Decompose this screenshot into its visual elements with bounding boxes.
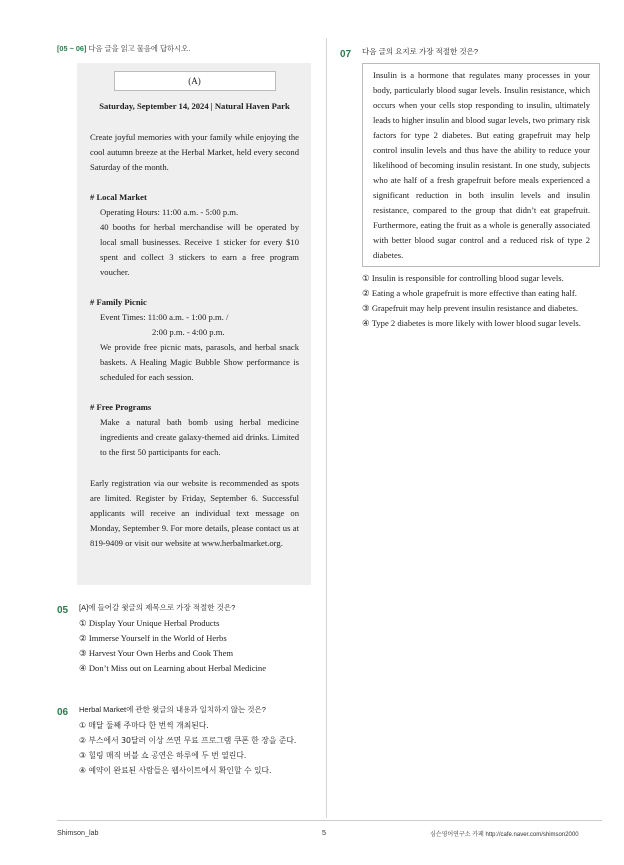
option-1[interactable]: ① 매달 둘째 주마다 한 번씩 개최된다. — [79, 721, 209, 730]
section-title: # Local Market — [90, 192, 147, 202]
picnic-description: We provide free picnic mats, parasols, and herbal snack baskets. A Healing Magic Bubble Show performance is scheduled for each session. — [100, 342, 299, 382]
section-body — [90, 310, 299, 385]
section-title: # Family Picnic — [90, 297, 147, 307]
option-2[interactable]: ② 부스에서 30달러 이상 쓰면 무료 프로그램 쿠폰 한 장을 준다. — [79, 736, 297, 745]
option-4[interactable]: ④ 예약이 완료된 사람들은 웹사이트에서 확인할 수 있다. — [79, 766, 272, 775]
date-line: Saturday, September 14, 2024 | Natural Haven Park — [99, 101, 290, 111]
footer-rule — [57, 820, 602, 821]
instruction — [57, 44, 313, 54]
page-number: 5 — [322, 828, 326, 837]
closing-paragraph: Early registration via our website is recommended as spots are limited. Register by Friday, September 6. Successful applicants will receive an individual text message on Monday, September 9. For more details, please contact us at 819-9409 or visit our website at www.herbalmarket.org. — [90, 478, 299, 548]
answer-options — [362, 271, 598, 331]
option-1[interactable]: ① Insulin is responsible for controlling blood sugar levels. — [362, 273, 564, 283]
question-stem: 다음 글의 요지로 가장 적절한 것은? — [362, 47, 479, 56]
answer-options — [79, 616, 266, 676]
event-times-1: Event Times: 11:00 a.m. - 1:00 p.m. / — [100, 312, 229, 322]
question-07 — [340, 44, 602, 331]
answer-options — [79, 718, 296, 778]
instruction-range: [05 ~ 06] — [57, 44, 87, 53]
programs-description: Make a natural bath bomb using herbal medicine ingredients and create galaxy-themed aid drinks. Limited to the first 50 participants for each. — [100, 417, 299, 457]
section-body — [90, 205, 299, 280]
section-title: # Free Programs — [90, 402, 152, 412]
section-free-programs — [90, 400, 299, 460]
question-stem: [A]에 들어갈 윗글의 제목으로 가장 적절한 것은? — [79, 603, 236, 612]
question-number: 06 — [57, 707, 69, 718]
option-1[interactable]: ① Display Your Unique Herbal Products — [79, 618, 220, 628]
operating-hours: Operating Hours: 11:00 a.m. - 5:00 p.m. — [100, 207, 239, 217]
option-3[interactable]: ③ Harvest Your Own Herbs and Cook Them — [79, 648, 234, 658]
option-2[interactable]: ② Eating a whole grapefruit is more effective than eating half. — [362, 288, 577, 298]
q07-passage-box: Insulin is a hormone that regulates many processes in your body, particularly blood sugar levels. Insulin resistance, which occurs when your cells stop responding to insulin, ultimately leads to higher insulin and blood sugar levels, two primary risk factors for type 2 diabetes. But eating grapefruit may help control insulin levels and thus have the ability to reduce your likelihood of becoming insulin resistant. In one study, subjects who ate half of a fresh grapefruit before meals experienced a significant reduction in both insulin levels and insulin resistance, compared to the group that didn’t eat grapefruit. Furthermore, eating the fruit as a whole is generally associated with better blood sugar control and a reduced risk of type 2 diabetes. — [362, 63, 600, 267]
hashtag-icon: # — [90, 297, 95, 307]
passage-box — [77, 63, 311, 585]
intro-paragraph: Create joyful memories with your family while enjoying the cool autumn breeze at the Herbal Market, held every second Saturday of the month. — [90, 132, 299, 172]
column-divider — [326, 38, 327, 818]
hashtag-icon: # — [90, 402, 95, 412]
option-3[interactable]: ③ 힐링 매직 버블 쇼 공연은 하루에 두 번 열린다. — [79, 751, 247, 760]
question-06 — [57, 702, 325, 775]
instruction-text: 다음 글을 읽고 물음에 답하시오. — [88, 44, 191, 53]
section-family-picnic — [90, 295, 299, 385]
left-column — [57, 44, 313, 585]
option-4[interactable]: ④ Type 2 diabetes is more likely with lower blood sugar levels. — [362, 318, 581, 328]
question-number: 05 — [57, 605, 69, 616]
blank-label-a: (A) — [114, 71, 276, 91]
option-4[interactable]: ④ Don’t Miss out on Learning about Herbal Medicine — [79, 663, 267, 673]
section-body — [90, 415, 299, 460]
section-local-market — [90, 190, 299, 280]
question-header — [340, 44, 602, 58]
option-3[interactable]: ③ Grapefruit may help prevent insulin resistance and diabetes. — [362, 303, 579, 313]
option-2[interactable]: ② Immerse Yourself in the World of Herbs — [79, 633, 227, 643]
question-05 — [57, 600, 325, 673]
question-stem: Herbal Market에 관한 윗글의 내용과 일치하지 않는 것은? — [79, 705, 266, 714]
footer-brand: Shimson_lab — [57, 828, 99, 837]
market-description: 40 booths for herbal merchandise will be operated by local small businesses. Receive 1 sticker for every $10 spent and collect 3 stickers to earn a free program voucher. — [100, 222, 299, 277]
footer-cafe-link[interactable]: 심슨영어연구소 카페 http://cafe.naver.com/shimson2000 — [430, 832, 579, 838]
event-times-2: 2:00 p.m. - 4:00 p.m. — [152, 327, 225, 337]
question-number: 07 — [340, 49, 352, 60]
hashtag-icon: # — [90, 192, 95, 202]
